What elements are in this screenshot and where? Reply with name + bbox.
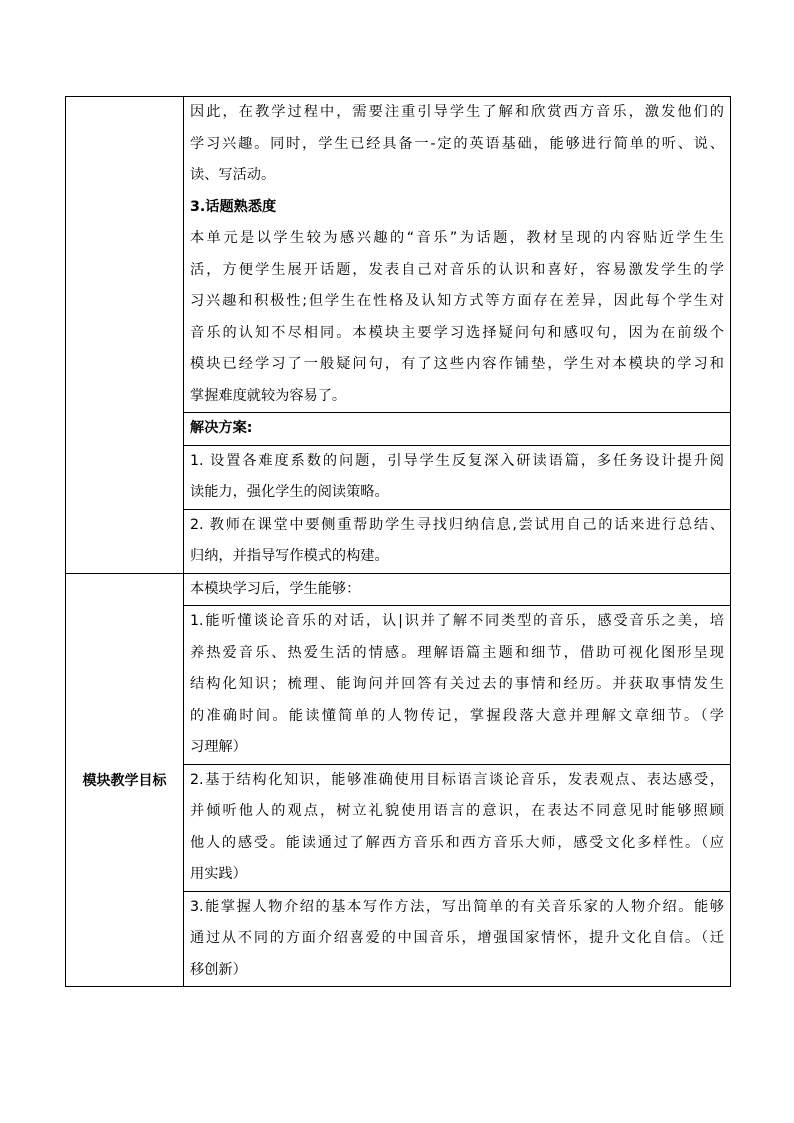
text-line: 通过从不同的方面介绍喜爱的中国音乐，增强国家情怀，提升文化自信。（迁 — [190, 930, 724, 946]
solution-heading-block — [184, 412, 730, 445]
goal-item-1 — [184, 605, 730, 764]
text-line: 活，方便学生展开话题，发表自己对音乐的认识和喜好，容易激发学生的学 — [190, 261, 724, 278]
solution-item-1 — [184, 445, 730, 509]
text-line: 读、写活动。 — [190, 167, 276, 183]
table-row-goals — [66, 573, 731, 987]
text-line: 掌握难度就较为容易了。 — [190, 387, 347, 404]
text-line: 因此，在教学过程中，需要注重引导学生了解和欣赏西方音乐，激发他们的 — [190, 104, 724, 120]
text-line: 结构化知识；梳理、能询问并回答有关过去的事情和经历。并获取事情发生 — [190, 676, 724, 692]
text-line: 习理解） — [190, 739, 247, 755]
table-row-analysis — [66, 97, 731, 574]
text-line: 1.能听懂谈论音乐的对话，认|识并了解不同类型的音乐，感受音乐之美，培 — [190, 613, 724, 629]
analysis-intro — [184, 97, 730, 412]
text-line: 音乐的认知不尽相同。本模块主要学习选择疑问句和感叹句，因为在前级个 — [190, 324, 724, 341]
goals-content — [184, 573, 731, 987]
text-line: 归纳，并指导写作模式的构建。 — [190, 548, 389, 564]
text-line: 读能力，强化学生的阅读策略。 — [190, 484, 389, 500]
familiarity-heading: 3.话题熟悉度 — [190, 198, 277, 215]
goals-intro — [184, 574, 730, 606]
solution-item-2 — [184, 509, 730, 573]
text-line: 并倾听他人的观点，树立礼貌使用语言的意识，在表达不同意见时能够照顾 — [190, 803, 724, 819]
solution-heading: 解决方案: — [190, 420, 253, 436]
text-line: 模块已经学习了一般疑问句，有了这些内容作铺垫，学生对本模块的学习和 — [190, 356, 724, 372]
row-label-goals: 模块教学目标 — [66, 573, 184, 987]
row-label-analysis — [66, 97, 184, 574]
text-line: 用实践） — [190, 866, 247, 882]
goal-item-2 — [184, 764, 730, 891]
text-line: 3.能掌握人物介绍的基本写作方法，写出简单的有关音乐家的人物介绍。能够 — [190, 898, 724, 915]
text-line: 本模块学习后，学生能够： — [190, 580, 361, 597]
analysis-content — [184, 97, 731, 574]
text-line: 1. 设置各难度系数的问题，引导学生反复深入研读语篇，多任务设计提升阅 — [190, 452, 724, 469]
text-line: 2.基于结构化知识，能够准确使用目标语言谈论音乐，发表观点、表达感受， — [190, 771, 724, 788]
text-line: 移创新） — [190, 961, 247, 978]
text-line: 他人的感受。能读通过了解西方音乐和西方音乐大师，感受文化多样性。（应 — [190, 834, 724, 851]
text-line: 本单元是以学生较为感兴趣的“音乐”为话题，教材呈现的内容贴近学生生 — [190, 230, 724, 246]
goal-item-3 — [184, 891, 730, 987]
text-line: 学习兴趣。同时，学生已经具备一-定的英语基础，能够进行简单的听、说、 — [190, 135, 724, 152]
text-line: 的准确时间。能读懂简单的人物传记，掌握段落大意并理解文章细节。（学 — [190, 707, 724, 724]
text-line: 习兴趣和积极性;但学生在性格及认知方式等方面存在差异，因此每个学生对 — [190, 293, 724, 309]
lesson-plan-table — [65, 96, 731, 987]
text-line: 2. 教师在课堂中要侧重帮助学生寻找归纳信息,尝试用自己的话来进行总结、 — [190, 516, 724, 533]
text-line: 养热爱音乐、热爱生活的情感。理解语篇主题和细节，借助可视化图形呈现 — [190, 644, 724, 661]
